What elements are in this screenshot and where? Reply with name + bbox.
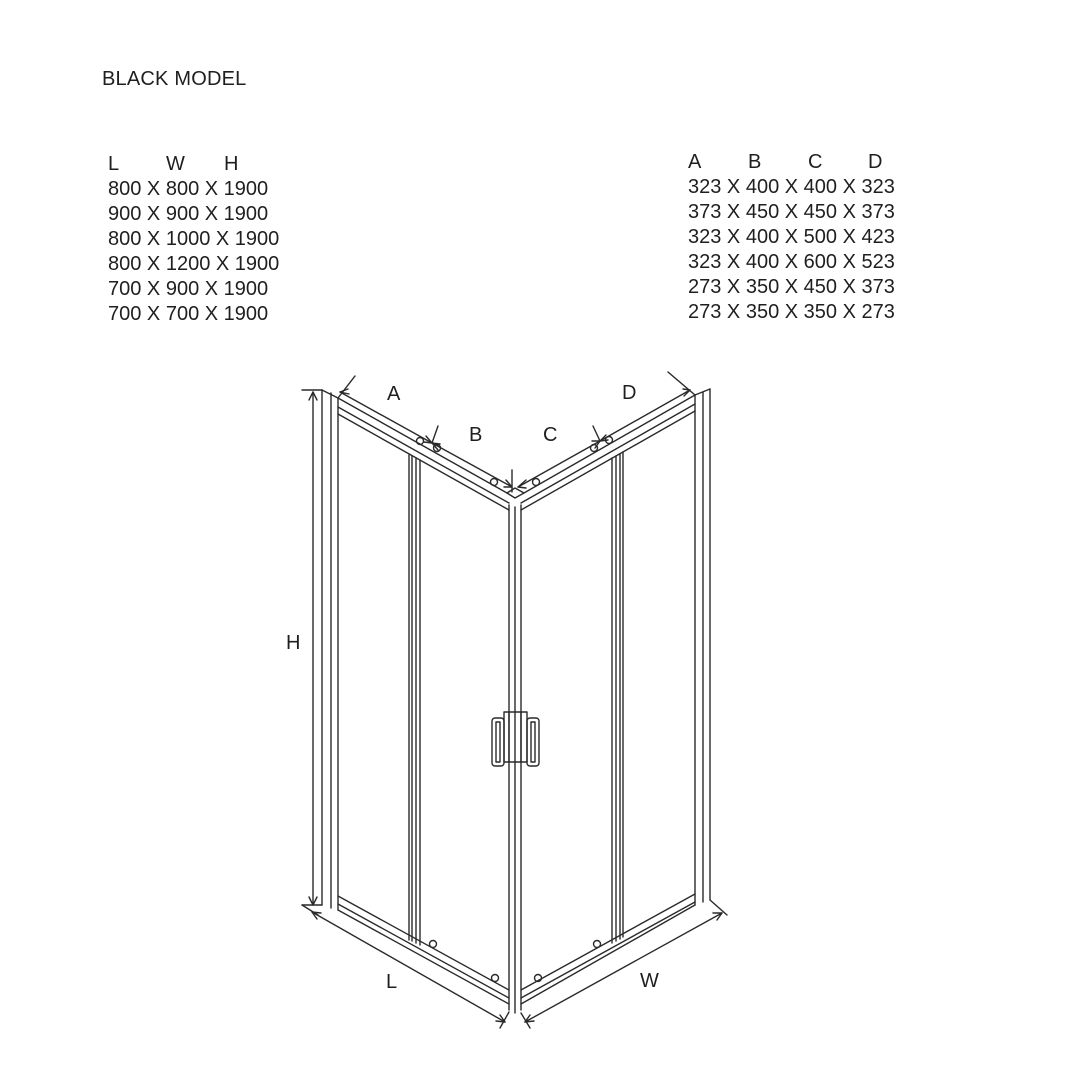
left-sliding-door (409, 455, 420, 945)
size-row: 700 X 700 X 1900 (108, 303, 269, 325)
panel-row: 323 X 400 X 500 X 423 (688, 226, 895, 248)
header-b: B (748, 151, 762, 173)
right-door-handle (527, 718, 539, 766)
header-l: L (108, 153, 120, 175)
size-row: 900 X 900 X 1900 (108, 203, 269, 225)
header-h: H (224, 153, 239, 175)
left-wall-profile (322, 390, 338, 910)
panel-row: 273 X 350 X 450 X 373 (688, 276, 895, 298)
label-l: L (386, 971, 398, 993)
dimension-h (302, 390, 322, 905)
header-a: A (688, 151, 702, 173)
dimension-l (302, 905, 509, 1028)
left-door-handle (492, 718, 504, 766)
label-a: A (387, 383, 401, 405)
size-row: 700 X 900 X 1900 (108, 278, 269, 300)
size-row: 800 X 1000 X 1900 (108, 228, 280, 250)
dimension-b (432, 443, 512, 492)
bottom-rail-left (338, 896, 509, 1004)
panel-row: 323 X 400 X 600 X 523 (688, 251, 895, 273)
label-b: B (469, 424, 483, 446)
size-row: 800 X 1200 X 1900 (108, 253, 280, 275)
header-d: D (868, 151, 883, 173)
dimension-w (521, 900, 727, 1028)
label-d: D (622, 382, 637, 404)
size-row: 800 X 800 X 1900 (108, 178, 269, 200)
header-w: W (166, 153, 185, 175)
right-sliding-door (612, 452, 623, 943)
bottom-rail-right (521, 894, 695, 1004)
top-rail-left (338, 398, 509, 510)
model-title: BLACK MODEL (102, 68, 247, 90)
label-w: W (640, 970, 659, 992)
label-h: H (286, 632, 301, 654)
panel-row: 273 X 350 X 350 X 273 (688, 301, 895, 323)
panel-row: 323 X 400 X 400 X 323 (688, 176, 895, 198)
panel-row: 373 X 450 X 450 X 373 (688, 201, 895, 223)
header-c: C (808, 151, 823, 173)
right-wall-profile (695, 389, 710, 905)
top-rail-right (521, 395, 695, 510)
label-c: C (543, 424, 558, 446)
